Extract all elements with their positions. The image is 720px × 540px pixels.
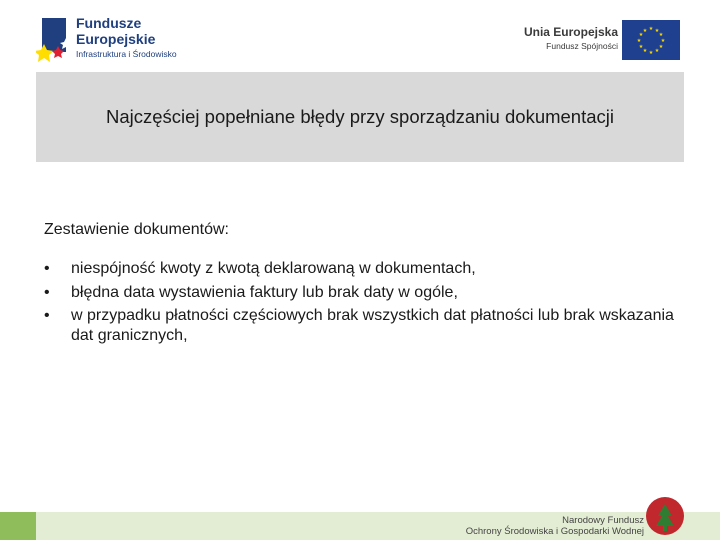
bullet-icon: • xyxy=(44,260,50,277)
bullet-item xyxy=(44,283,684,303)
ue-logo-line2: Fundusz Spójności xyxy=(546,41,618,51)
fe-logo-line3: Infrastruktura i Środowisko xyxy=(76,49,177,59)
footer-accent xyxy=(0,512,36,540)
slide-title: Najczęściej popełniane błędy przy sporządzaniu dokumentacji xyxy=(105,106,614,127)
nfosigw-logo-text xyxy=(466,515,644,537)
svg-text:★: ★ xyxy=(660,38,666,44)
svg-text:★: ★ xyxy=(638,44,644,50)
svg-text:★: ★ xyxy=(638,32,644,38)
eu-flag-icon xyxy=(622,20,680,60)
unia-europejska-logo xyxy=(505,20,680,62)
svg-text:★: ★ xyxy=(658,32,664,38)
bullet-icon: • xyxy=(44,307,50,324)
svg-text:★: ★ xyxy=(642,48,648,54)
svg-text:★: ★ xyxy=(636,38,642,44)
svg-text:★: ★ xyxy=(642,28,648,34)
fe-logo-line1: Fundusze xyxy=(76,15,142,31)
svg-text:★: ★ xyxy=(658,44,664,50)
slide-content xyxy=(44,221,684,349)
bullet-text: niespójność kwoty z kwotą deklarowaną w dokumentach, xyxy=(71,260,476,277)
svg-text:★: ★ xyxy=(654,48,660,54)
nfosigw-tree-icon xyxy=(645,496,685,536)
ue-logo-line1: Unia Europejska xyxy=(523,25,618,39)
bullet-list xyxy=(44,259,684,345)
bullet-text: błędna data wystawienia faktury lub brak daty w ogóle, xyxy=(71,283,458,301)
bullet-item xyxy=(44,306,684,345)
intro-text: Zestawienie dokumentów: xyxy=(44,221,229,238)
svg-text:★: ★ xyxy=(648,50,654,56)
svg-text:★: ★ xyxy=(654,28,660,34)
fe-logo-line2: Europejskie xyxy=(76,31,156,47)
bullet-icon: • xyxy=(44,283,50,301)
fe-stars-icon xyxy=(36,14,72,64)
bullet-text: w przypadku płatności częściowych brak wszystkich dat płatności lub brak wskazania dat granicznych, xyxy=(71,307,674,344)
title-band xyxy=(36,72,684,162)
bullet-item xyxy=(44,259,684,279)
nf-line1: Narodowy Fundusz xyxy=(562,515,644,526)
nf-line2: Ochrony Środowiska i Gospodarki Wodnej xyxy=(465,526,644,537)
svg-text:★: ★ xyxy=(648,26,654,32)
fundusze-europejskie-logo xyxy=(36,14,206,66)
